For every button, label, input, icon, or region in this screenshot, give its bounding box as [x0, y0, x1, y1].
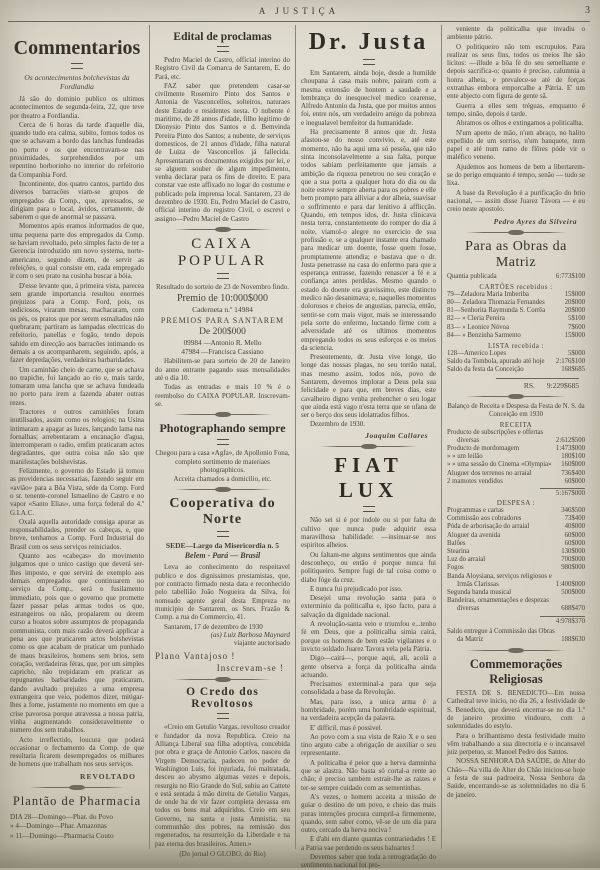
winner-line: 09984 —Antonio R. Mello	[183, 339, 262, 348]
signature: REVOLTADO	[80, 771, 136, 781]
signature: Joaquim Callares	[365, 431, 428, 441]
table-subheader: LISTA recebida :	[487, 341, 545, 350]
headline-separator	[363, 59, 375, 65]
column-3	[296, 25, 442, 870]
row-value: 168$685	[561, 366, 585, 374]
section-pharmacia	[10, 794, 144, 842]
cooperativa-sede: SEDE—Largo da Misericordia n. 5	[165, 541, 280, 551]
table-row	[447, 332, 585, 340]
pharmacia-schedule	[10, 813, 144, 842]
ad-caixa-popular	[155, 236, 290, 408]
paragraph: Para o brilhantismo desta festividade muito vêm trabalhando a sua directoria e o incansavel juiz perpetuo, sr. Manoel Pedro dos Santos.	[447, 731, 585, 757]
row-label: Póda de arborisação do arraial	[447, 523, 530, 531]
table-row	[447, 324, 585, 332]
separator-ornament	[466, 232, 565, 233]
row-value: 980$000	[561, 564, 585, 572]
table-row	[447, 556, 585, 564]
table-row	[447, 315, 585, 323]
row-label: Bandeiras, ornamentações e despezas diversas	[447, 597, 549, 613]
table-row	[447, 540, 585, 548]
page-number: 3	[585, 5, 590, 16]
columns	[8, 25, 590, 870]
table-row	[447, 532, 585, 540]
article-edital	[155, 31, 290, 223]
table-subheader: CARTÕES recebidos :	[479, 282, 553, 291]
article-dr-justa	[301, 29, 436, 440]
paragraph: Em Santarem, ainda hoje, desde a humilde choupana á casa mais nobre, pairam com a mesma extensão de hontem a saudade e a lembrança do inesquecivel medico cearense, Alfredo Antonio da Justa, que por muitos annos foi, entre nós, um verdadeiro amigo da pobreza e inegualavel bemfeitor da humanidade.	[301, 69, 436, 127]
signature: Pedro Ayres da Silveira	[493, 216, 577, 226]
section-obras-matriz	[447, 239, 585, 390]
total-value: 9:229$685	[546, 380, 579, 390]
paragraph: Devemos saber que toda a retrogradação do sentimento nacional foi pro-	[301, 853, 436, 870]
paragraph: FAZ saber que pretendem casar-se civilmente Rosemiro Pinto dos Santos e Antonia de Vasconcellos, solteiros, naturaes deste Estado e residentes nesta. O nubente é maritimo, de 28 annos d'idade, filho legitimo de Dionysio Pinto dos Santos e d. Bemvinda Pereira Pinto dos Santos; a nubente, de serviços domesticos, de 21 annos d'idade, filha natural de Luiza de Vasconcellos já fallecida. Apresentaram os documentos exigidos por lei, e se alguem souber de algum impedimento, venha declarar para os fins de direito. E para constar vae este affixado no logar do costume e publicado pela imprensa local. Santarem, 23 de dezembro de 1930. Eu, Pedro Maciel de Castro, official interino do registro Civil, o escrevi e assigno—Pedro Maciel de Castro	[155, 81, 290, 223]
paragraph: A politicalha é peior que a herva damninha que se alastra. Não basta só cortal-a rente ao chão; é preciso tambem estrair-lhe as raizes e ter-se sempre cuidado com as sementinhas.	[301, 758, 436, 792]
table-row	[447, 507, 585, 515]
separator-ornament	[174, 414, 271, 415]
paragraph: Abramos os olhos e extingamos a politicalha.	[456, 119, 584, 128]
row-label: Segunda banda musical	[447, 589, 512, 597]
caixa-premios-head: PREMIOS PARA SANTAREM	[160, 316, 285, 326]
masthead	[8, 6, 590, 19]
winner-line: 47984 —Francisca Cassiano	[181, 348, 264, 357]
row-value: 5$000	[568, 349, 585, 357]
separator-ornament	[466, 396, 565, 397]
paragraph: Leva ao conhecimento do respeitavel publico e dos dignissimos prestamistas, que, por contracto firmado nesta data e reconhecido pelo tabellião João Nogueira da Silva, foi nomeado agente geral desta Empreza no municipio de Santarem, os Snrs. Frazão & Comp. a rua do Commercio, 41.	[155, 563, 290, 622]
row-label: 84— » Benzinha Sarmento	[447, 331, 521, 339]
receita-total	[447, 488, 585, 497]
row-value: 180$100	[561, 453, 585, 461]
article-credo	[155, 686, 290, 857]
row-label: Luz do arraial	[447, 556, 486, 564]
row-label: Banda Aloysiana, serviços religiosos e Irmãs Clarissas	[447, 572, 552, 588]
paragraph: NOSSA SENHORA DA SAÚDE, de Alter do Chão—Na villa de Alter do Chão iniciou-se hoje a festa de sua padroeira, Nossa Senhora da Saúde, encerrando-se as solemnidades no dia 6 de janeiro.	[447, 757, 585, 799]
row-label: 82— » Cleria Pereira	[447, 315, 505, 323]
table-row	[447, 597, 585, 613]
article-body	[301, 516, 436, 869]
paragraph: Acceita chamados a domicilio, etc.	[173, 475, 272, 484]
row-label: Balões	[447, 539, 466, 547]
row-label: » » um leilão	[447, 453, 483, 461]
paragraph: N'um aperto de mão, n'um abraço, no halito expellido de um sorriso, n'um banquete, num papel e até num ramo de flôres póde vir o maléfico veneno.	[447, 128, 585, 162]
cooperativa-plano: Plano Vantajoso !	[155, 651, 236, 662]
headline-pharmacia: Plantão de Pharmacia	[12, 793, 142, 808]
ad-photographando	[155, 421, 290, 483]
masthead-title: A JUSTIÇA	[258, 6, 340, 16]
row-value: 736$400	[561, 469, 585, 477]
headline-obras-matriz: Para as Obras da Matriz	[465, 238, 567, 270]
table-row	[447, 478, 585, 486]
row-value: 73$400	[564, 515, 585, 523]
paragraph: Mas, para isso, a unica arma é a hombridade, porém uma hombridade espiritual, na verdadeira acepção da palavra.	[301, 697, 436, 723]
table-row	[447, 564, 585, 572]
credo-source: (Do jornal O GLOBO, do Rio)	[179, 849, 266, 858]
column-2	[150, 25, 296, 858]
headline-commentarios: Commentarios	[13, 37, 141, 59]
headline-credo: O Credo dos Revoltosos	[186, 686, 259, 711]
headline-commemoracoes: Commemorações Religiosas	[469, 657, 563, 687]
paragraph: Ou faltam-me alguns sentimentos que ainda desconheço, ou então é porque nunca fui politiqueiro. Sempre fugi de tal coisa como o diabo fóge da cruz.	[301, 550, 436, 584]
row-label: Saldo da Tombola, apurado até hoje	[447, 358, 545, 366]
row-value: 1:400$000	[555, 580, 585, 588]
caixa-body	[155, 357, 290, 408]
cartoes-rows	[447, 291, 585, 340]
paragraph: E nunca fui prejudicado por isso.	[310, 584, 403, 593]
table-row	[447, 429, 585, 445]
row-value: 15$000	[564, 290, 585, 298]
paragraph: A's vezes, o homem acceita a missão de guiar o destino de um povo, e cheio das mais puras intenções procura cumpril-a firmemente, quando, sem saber como, vê-se de um dia para outro, cercado da herva nociva !	[301, 792, 436, 835]
table-row	[447, 573, 585, 589]
table-row	[447, 523, 585, 531]
headline-separator	[217, 531, 229, 537]
headline-photographando: Photographando sempre	[159, 421, 286, 436]
article-date: Dezembro de 1930.	[310, 420, 366, 429]
paragraph: Ao povo com a sua vista de Raio X e o seu tino arguto cabe a obrigação de auxiliar o seu representante.	[301, 732, 436, 758]
separator-ornament	[174, 229, 271, 230]
schedule-line: » 11—Domingo—Pharmacia Couto	[10, 831, 114, 840]
paragraph: Digo—cairá—, porque aqui, ali, acolá a gente observa a força da politicalha ainda actuando.	[301, 654, 436, 679]
paragraph: Tractores e outros caminhões foram inutilisados, assim como os relogios; na Usina intimaram a apagar as luzes, lançando lama nas fornalhas; arrebentaram a encanação d'agua, interromperam o radio, emfim praticaram actos degradantes, que outra coisa não são que manifestações bolshevistas.	[10, 407, 144, 466]
cooperativa-inscrevam: Inscrevam-se !	[216, 663, 284, 674]
headline-separator	[71, 63, 83, 69]
paragraph: FESTA DE S. BENEDICTO—Em nossa Cathedral teve inicio, no dia 26, a festividade de S. Benedicto, que deverá encerrar-se no dia 1.º de janeiro proximo vindouro, com a solennidades do estylo.	[447, 689, 585, 731]
table-row	[447, 358, 585, 366]
row-value: 2:612$500	[555, 436, 585, 444]
headline-edital: Edital de proclamas	[173, 31, 272, 43]
column-4	[442, 25, 590, 849]
caixa-premio: Premio de 10:000$000	[176, 293, 269, 305]
paragraph: Chegou para a casa «Agfa», de Apollonio Fona, completo sortimento de materiaes photographicos.	[155, 449, 290, 474]
row-value: 7$600	[568, 323, 585, 331]
row-value: 60$000	[564, 539, 585, 547]
table-row	[447, 445, 585, 453]
separator-ornament	[29, 787, 125, 788]
headline-separator	[363, 506, 375, 512]
paragraph: A revolução-santa veio e triumfou e...tenho fé em Deus, que a politicalha simia cairá, porque os homens de bem estão vigilantes e o invicto soldado Juarez Tavora vela pela Pátria.	[301, 620, 436, 653]
row-value: 1:473$000	[555, 444, 585, 452]
cooperativa-place: Belem - Pará — Brasil	[184, 551, 261, 561]
paragraph: Quanto aos «cabeças» do movimento julgamos que o unico castigo que deverá ser-lhes imposto, e que servirá de exemplo aos demais empregados que continuarem no serviço da Comp., será o fusilamento immediato, pois que o governo que promette fazer passar pelas armas todos os que, estrangeiros ou não, propalarem ou derem curso a boatos sobre assumptos de propaganda communista, com mais razão deverá applicar a pena aos que praticarem actos bolshevistas como os que acabam de praticar um punhado de maus brasileiros, homens sem brios, sem coração, verdadeiras féras, que, por um simples capricho, não trepidaram em praticar as repugnantes barbaridades que praticaram, dando avultado prejuizo a uma empresa extrangeira que veio, podemos dizer, mitigar-lhes a fome, justamente no momento em que a crise pavorosa porque atravessa a nossa patria, vinha augmentando consideravelmente o numero dos sem trabalhos.	[10, 552, 144, 735]
headline-caixa-popular: CAIXA POPULAR	[177, 235, 268, 269]
caixa-winners	[155, 339, 290, 357]
separator-ornament	[466, 650, 565, 651]
headline-separator	[217, 273, 229, 279]
row-value: 188$630	[561, 635, 585, 643]
row-value: 130$000	[561, 548, 585, 555]
row-value: 6:773$100	[555, 272, 585, 280]
paragraph: Oxalá aquella autoridade consiga apurar as responsabilidades, prender os cabeças, e, que breve, tenhamos a Comp. Ford Industrial do Brasil com os seus serviços reiniciados.	[10, 517, 144, 551]
despesa-total	[447, 616, 585, 625]
ad-cooperativa	[155, 496, 290, 673]
row-label: 128—Americo Lopes	[447, 349, 507, 357]
article-commentarios	[10, 37, 144, 781]
despesa-header: DESPESA :	[496, 498, 536, 507]
headline-cooperativa: Cooperativa do Norte	[169, 496, 276, 528]
photo-body	[155, 449, 290, 483]
row-value: 20$000	[564, 307, 585, 315]
article-subtitle: Os acontecimentos bolchevistas da Fordlandia	[24, 73, 130, 91]
separator-ornament	[174, 679, 271, 680]
total-value: 4:978$370	[540, 616, 585, 625]
paragraph: Ajudemos aos homens de bem a libertarem-se do perigo emquanto é tempo, senão — tudo se lixa.	[447, 162, 585, 188]
row-label: 83— » Leonice Nóvoa	[447, 323, 510, 331]
row-label: Saldo da festa da Conceição	[447, 366, 524, 374]
table-row	[447, 461, 585, 469]
article-fiat-lux	[301, 453, 436, 869]
paragraph: Ha precisamente 8 annos que dr. Justa afastou-se do nosso convivio, e, até este momento, não ha aqui uma só pessôa, que não sinta inconsolavelmente a sua falta, porque todos sabiam perfeitamente que jamais a ambição da riqueza penetrou no seu coração e que a sua porta a qualquer hora do dia ou da noite esteve sempre aberta para os pobres e elle bem prompto para alliviar a dor alheia, suavisar o soffrimento e para dar lenitivo á afflicção. Quando, em tempos idos, dr. Justa clinicava nesta terra, constantemente do romper do dia á noite, viamol-o alegre no exercicio de sua profissão e, se a qualquer instante era chamado para medicar um doente, fosse quem fosse, promptamente attendia; e bastava que o dr. Justa penetrasse na casa do enfermo para que a esperança entrasse, fazendo renascer a fé e a confiança antes perdidas. Mesmo quando o estado do doente era gravissimo, este distincto medico não desanimava; e, naquelles momentos dolorosos e cheios de angustias, parecia, então, sentir-se com mais vigor, mais se interessando pela sorte do enfermo, luctando firme com a adversidade até os ultimos momentos empregando todos os seus esforços e os meios da sciencia.	[301, 128, 436, 352]
row-label: 79—Zeladora Maria Imberiba	[447, 290, 529, 298]
table-row	[447, 273, 585, 281]
column-1	[8, 25, 150, 849]
paragraph: Habilitem-se para sorteio de 20 de Janeiro do anno entrante pagando suas mensalidades até o dia 10.	[155, 357, 290, 383]
row-label: 2 mamotes vendidos	[447, 477, 503, 485]
row-value: 160$000	[561, 461, 585, 469]
cooperativa-body	[155, 563, 290, 621]
paragraph: Precisamos exterminal-a para que seja consolidada a base da Revolução.	[301, 680, 436, 697]
paragraph: E' difficil, mas é possivel.	[310, 723, 383, 732]
article-body	[155, 56, 290, 223]
credo-body	[155, 723, 290, 847]
row-value: 500$000	[561, 589, 585, 597]
lista-rows	[447, 350, 585, 375]
row-label: Producto de mordomagem	[447, 444, 520, 452]
headline-fiat-lux: FIAT LUX	[334, 453, 403, 503]
paragraph: «Creio em Getulio Vargas, revoltoso creador e fundador da nova Republica. Creio na Alliança Liberal sua filha adoptiva, concebida por obra e graça de Antonio Carlos, nasceu da Virgem Democracia, padeceu no poder de Washington Luis, foi injuriada, foi maltratada, desceu ao abysmo algumas vezes e depois, resurgiu no Rio Grande do Sul, subiu ao Cattete e está sentada á mão direita de Getulio Vargas, de onde ha de vir fazer completa devassa em todos os bens mal adquiridos. Creio em seu Governo, na santa e justa Amnistia, na communhão dos pobres, na remissão dos regenerados, na resurreição da Liberdade e na paz eterna dos brasileiros. Amen.»	[155, 723, 290, 848]
schedule-line: DIA 28—Domingo—Phar. do Povo	[10, 812, 114, 821]
table-row	[447, 515, 585, 523]
caixa-caderneta: Caderneta n.º 14984	[192, 305, 253, 315]
headline-separator	[217, 46, 229, 52]
row-label: Programmas e cartas	[447, 506, 504, 514]
row-label: » » uma sessão do Cinema «Olympia»	[447, 461, 552, 469]
table-row	[447, 589, 585, 597]
despesa-rows	[447, 507, 585, 614]
row-value: 688$470	[561, 605, 585, 613]
headline-dr-justa: Dr. Justa	[308, 29, 429, 55]
separator-ornament	[174, 489, 271, 490]
row-label: Saldo entregue á Commissão das Obras da Matriz	[447, 627, 555, 643]
table-row	[447, 291, 585, 299]
schedule-line: » 4—Domingo—Phar. Amazonas	[10, 822, 107, 831]
article-body	[447, 25, 585, 214]
table-row	[447, 470, 585, 478]
paragraph: E d'ahi em diante quantas contrariedades ! E a Patria vae perdendo os seus baluartes !	[301, 835, 436, 852]
row-label: 81—Senhorita Raymunda S. Corrêa	[447, 307, 546, 315]
table-row	[447, 366, 585, 374]
row-value: 2:176$100	[555, 358, 585, 366]
paragraph: O politiqueiro não tem escrupulos. Para realizar os seus fins, todos os meios lhe são licitos: —illude a bôa fé do seu semelhante e depois sacrifica-o; quanto é preciso, calumnia a honra alheia, e prevalece-se até de forças extranhas embora emporcalhe a Pátria. E' um ente abjecto com figura de gente sã.	[447, 42, 585, 101]
headline-separator	[217, 439, 229, 445]
row-value: 40$000	[564, 523, 585, 531]
paragraph: Momentos após eramos informados de que, uma pequena parte dos empregados da Comp. se haviam revoltado, pelo simples facto de ter a Gerencia introduzido um novo systema, norte-americano, segundo dizem, de servir as refeições, o qual consiste em, cada empregado ir com o seu prato na cosinha buscar a bóia.	[10, 222, 144, 281]
section-balanco	[447, 403, 585, 644]
row-label: Commissão aos cobradores	[447, 515, 522, 523]
row-label: Aloguer da avenida	[447, 531, 501, 539]
row-value: 60$000	[564, 477, 585, 485]
total-label: RS.	[523, 380, 535, 390]
row-value: 20$000	[564, 298, 585, 306]
separator-ornament	[320, 446, 417, 447]
row-value: 700$000	[561, 556, 585, 564]
paragraph: Incontinente, dos quatro cantos, partido dos diversos barracões viam-se grupos de empregados da Comp., que, apressados, se dirigiam para o local, ávidos, certamente, de saberem o que de anormal se passava.	[10, 179, 144, 222]
paragraph: Guerra a elles sem tréguas, emquanto é tempo, sinão, depois é tarde.	[447, 101, 585, 118]
table-row	[447, 307, 585, 315]
caixa-intro: Resultado do sorteio de 23 de Novembro findo.	[156, 282, 289, 291]
section-commemoracoes	[447, 657, 585, 799]
receita-header: RECEITA	[499, 420, 533, 429]
cooperativa-signed: (as) Luiz Barbosa Maynard	[210, 631, 290, 640]
paragraph: veniente da politicalha que invadiu o ambiente pátrio.	[447, 25, 585, 42]
row-label: Aluguer dos terrenos no arraial	[447, 469, 532, 477]
row-value: 5$100	[568, 315, 585, 323]
table-row	[447, 350, 585, 358]
paragraph: Cerca de 6 horas da tarde d'aquelle dia, quando tudo era calma, subito, fomos todos os que se achavam a bordo das lanchas fundeadas no porto e os que encontravam-se nas proximidades, surprehendidos por um repentino borborinho no interior do refeitorio da Companhia Ford.	[10, 120, 144, 179]
paragraph: Presentemente, dr. Justa vive longe, tão longe das nossas plagas, no seu torrão natal, mas mesmo assim, todos nós, povo de Santarem, devemos implorar a Deus pela sua felicidade e para que, em breves dias, este cavalheiro digno venha prehencher o seu logar que ainda está vago n'esta terra que se ufana de ser o berço dos seus idolatrados filhos.	[301, 353, 436, 420]
row-value: 15$000	[564, 331, 585, 339]
headline-separator	[217, 713, 229, 719]
table-row	[447, 299, 585, 307]
receita-rows	[447, 429, 585, 486]
paragraph: Não sei si é por indole ou si por falta de cultivo que nunca pude adquirir essa maravilhosa habilidade: —insinuar-se nos espiritos alheios.	[301, 516, 436, 550]
article-politicalha-continuation	[447, 25, 585, 226]
paragraph: D'esse levante que, á primeira vista, parecea sem grande importancia resultou enormes prejuizos para a Comp. Ford, pois, os sediciosos, viraram mesas, machacaram, com os pés, os pratos que por serem esmaltados não quebraram; partiram as lampadas electricas do refeitorio, panellas e fogão, tendo depois sahido em direcção aos barracões intimando os demais a os acompanharem, seguindo, após, a fazer depredações, verdadeiras barbaridades.	[10, 281, 144, 365]
article-body	[447, 689, 585, 799]
cooperativa-role: viajante auctorisado	[233, 639, 290, 648]
balanco-intro: Balanço de Receita e Despesa da Festa de N. S. da Conceição em 1930	[447, 402, 585, 418]
row-value: 60$000	[564, 531, 585, 539]
row-label: Quantia publicada	[447, 272, 497, 280]
total-value: 5:167$000	[540, 488, 585, 497]
cooperativa-date: Santarem, 17 de dezembro de 1930	[164, 623, 263, 632]
caixa-valor: De 200$000	[199, 327, 246, 338]
row-label: Fogos	[447, 564, 464, 572]
article-body	[10, 95, 144, 769]
row-value: 346$500	[561, 506, 585, 514]
table-row	[447, 453, 585, 461]
article-body	[301, 69, 436, 419]
paragraph: Já são do dominio publico os ultimos acontecimentos de segunda-feira, 22, que teve por theatro a Fordlandia.	[10, 95, 144, 120]
table-total	[496, 378, 579, 390]
paragraph: A base da Revolução é a purificação do brio nacional, — assim disse Juarez Távora — e eu creio neste apostolo.	[447, 188, 585, 214]
table-row	[447, 628, 585, 644]
paragraph: Desejei uma revolução santa para o exterminio da politicalha e, ipso facto, para a salvação da dignidade nacional.	[301, 594, 436, 619]
row-label: Stearina	[447, 548, 470, 555]
paragraph: Felizmente, o governo do Estado já tomou as providencias necessarias, fazendo seguir em «avião» para a Bôa Vista, séde da Comp. Ford o sr. tenente-coronel Ismaelino de Castro e no vapor «Santo Elias», uma força federal do 4.º G.I.A.C.	[10, 467, 144, 517]
paragraph: Um caminhão cheio de carne, que se achava no trapiche, foi lançado ao rio e, mais tarde, tomaram uma lancha que se achava fundeada no porto para irem a fazenda abater outras rezes.	[10, 365, 144, 407]
row-label: 80— Zeladora Thomazia Fernandes	[447, 298, 545, 306]
paragraph: Acto irreflectido, loucura que poderá occasionar o fechamento da Comp. de que resultaria ficarem desempregados os milhares de homens que trabalham nos seus serviços.	[10, 735, 144, 769]
paragraph: Pedro Maciel de Castro, official interino do Registro Civil da Comarca de Santarem, E. do Pará, etc.	[155, 56, 290, 81]
paragraph: Todas as entradas e mais 10 % é o reembolso do CAIXA POPULAR. Inscrevam-se.	[155, 383, 290, 408]
row-label: Producto de subscripções e offertas diversas	[447, 428, 544, 444]
header-rule	[8, 21, 590, 22]
table-row	[447, 548, 585, 556]
